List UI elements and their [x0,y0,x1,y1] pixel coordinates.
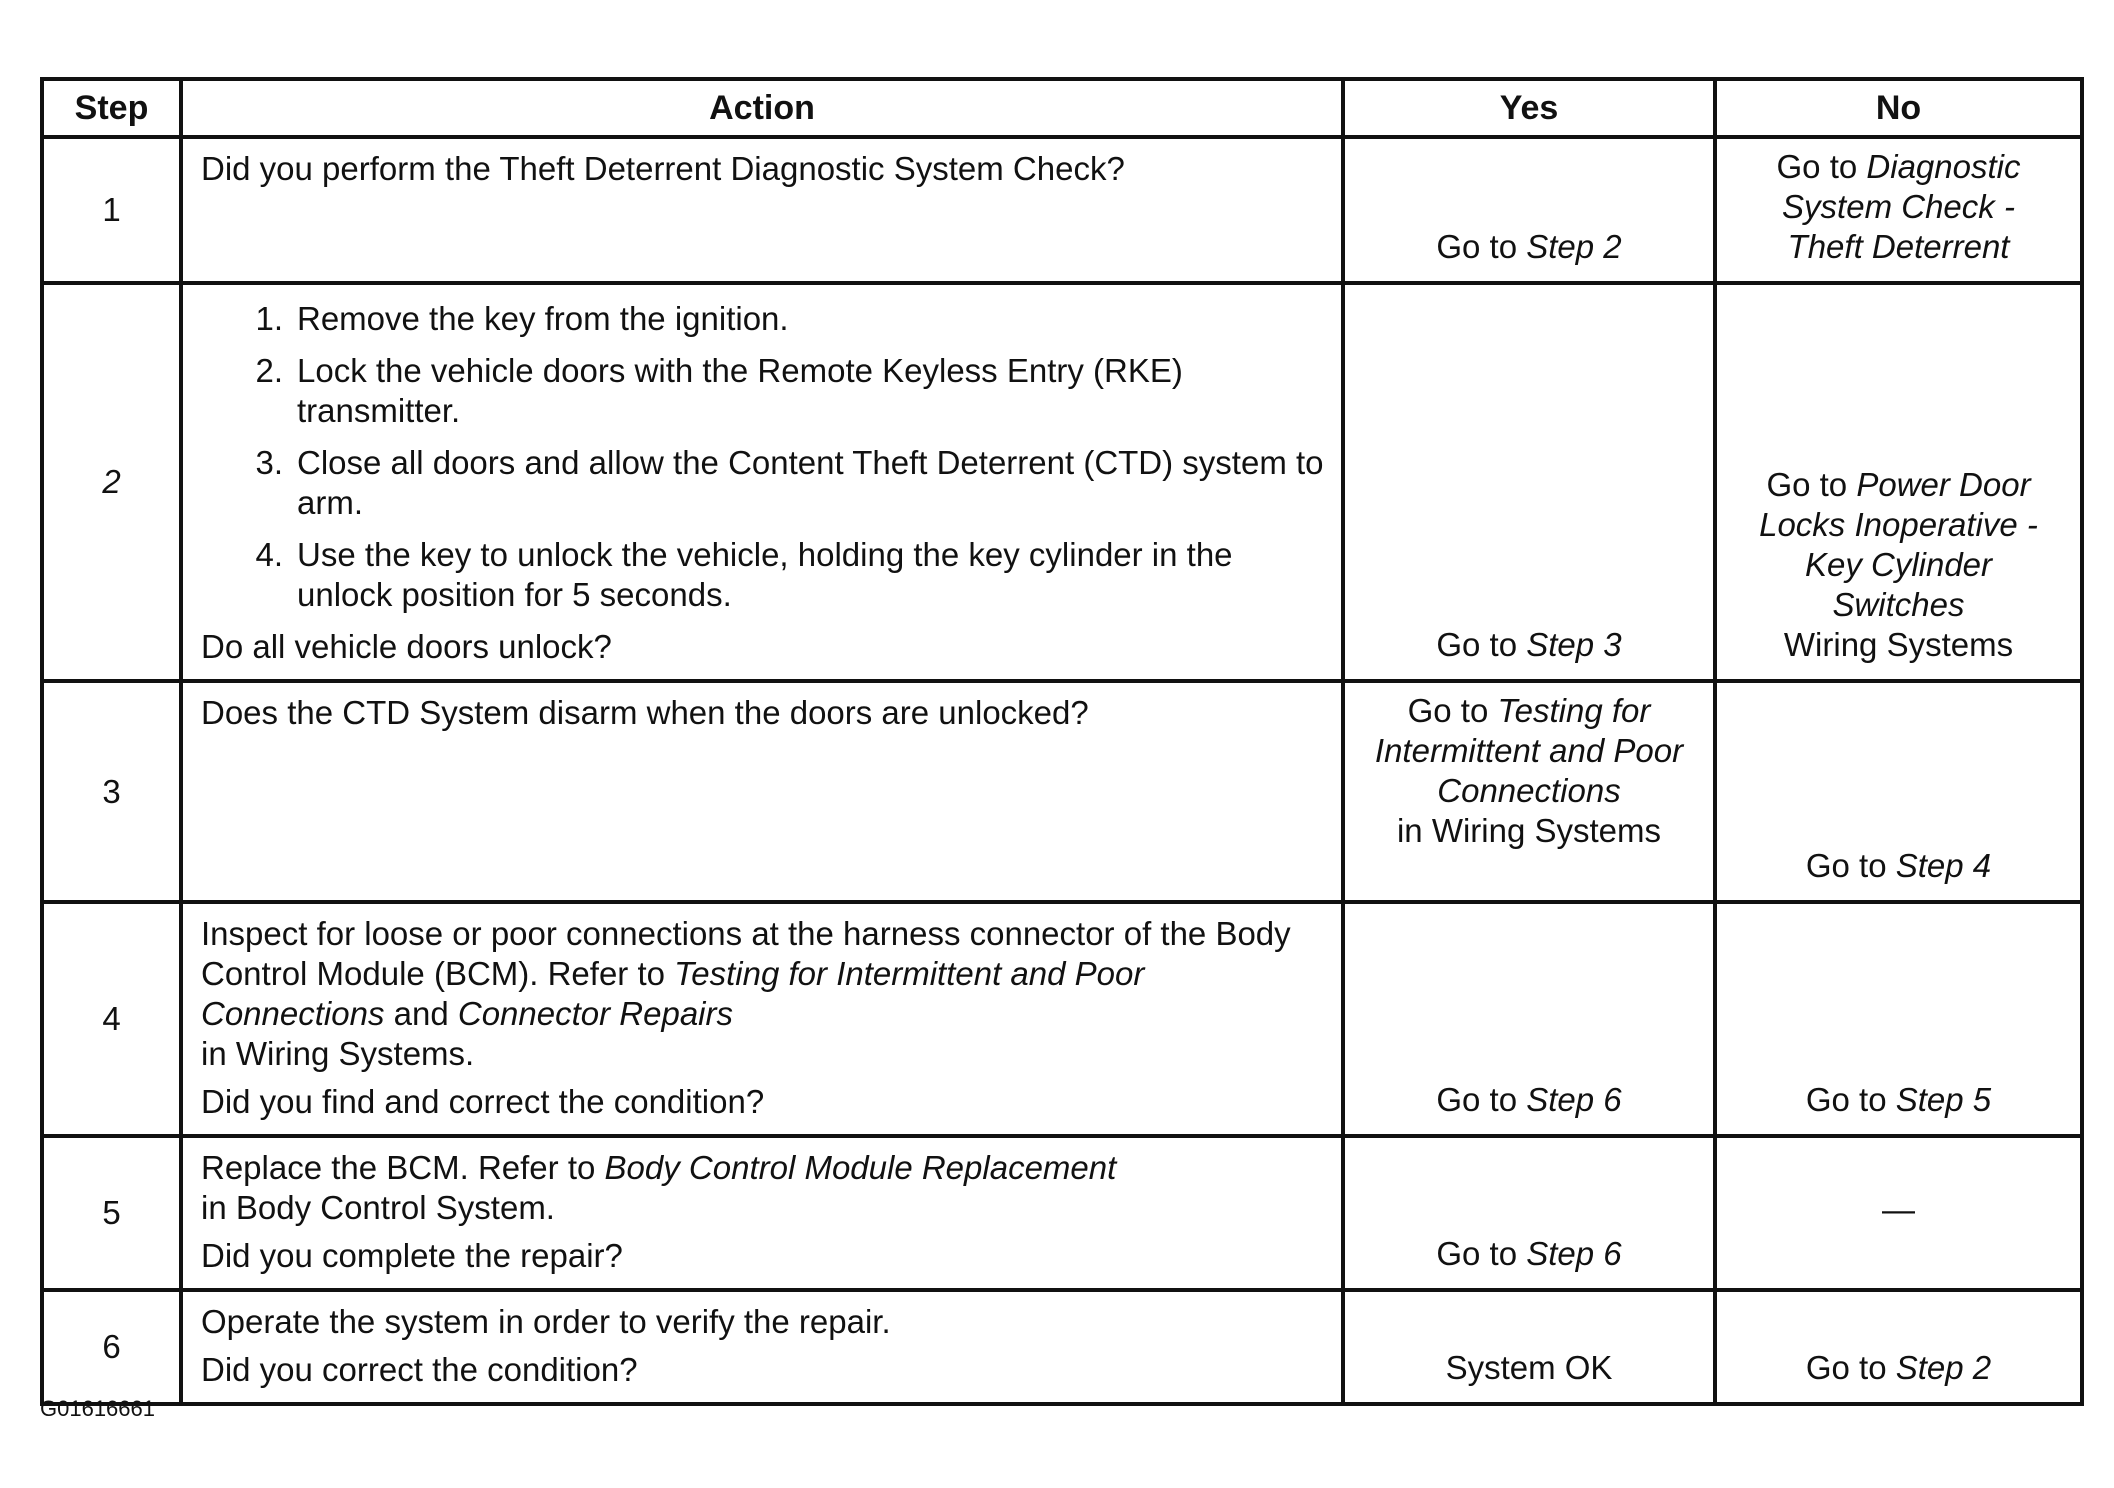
action-cell [181,283,1343,681]
list-item [201,535,1325,615]
yes-prefix: Go to [1436,1235,1527,1272]
yes-reference-location: in Wiring Systems [1396,812,1662,849]
no-cell [1715,681,2082,902]
substep-number: 3. [255,444,283,481]
no-prefix: Go to [1805,847,1896,884]
no-step-link[interactable]: Step 4 [1895,847,1992,884]
header-yes: Yes [1343,79,1715,137]
action-question: Did you find and correct the condition? [201,1083,765,1120]
no-reference-link[interactable]: Diagnostic System Check - Theft Deterrent [1782,148,2021,265]
action-question: Did you perform the Theft Deterrent Diagnostic System Check? [201,150,1125,187]
no-prefix: Go to [1766,466,1857,503]
substep-text: Use the key to unlock the vehicle, holding the key cylinder in the unlock position for 5 seconds. [297,536,1233,613]
no-reference-location: Wiring Systems [1783,626,2014,663]
instruction-text: Inspect for loose or poor connections at the harness connector of the Body Control Module (BCM). Refer to [201,915,1291,992]
no-cell [1715,1290,2082,1404]
action-question: Do all vehicle doors unlock? [201,628,612,665]
yes-cell [1343,283,1715,681]
substep-number: 2. [255,352,283,389]
list-item [201,351,1325,431]
no-reference-link[interactable]: Power Door Locks Inoperative - Key Cylinder Switches [1759,466,2038,623]
no-prefix: Go to [1776,148,1867,185]
instruction-location: in Body Control System. [201,1189,555,1226]
list-item [201,299,1325,339]
yes-prefix: Go to [1436,1081,1527,1118]
action-cell [181,1290,1343,1404]
yes-step-link[interactable]: Step 6 [1526,1081,1622,1118]
action-cell [181,1136,1343,1290]
yes-cell [1343,137,1715,283]
step-number: 1 [42,137,181,283]
substep-text: Lock the vehicle doors with the Remote Keyless Entry (RKE) transmitter. [297,352,1183,429]
action-question: Did you correct the condition? [201,1351,638,1388]
table-row [42,902,2082,1136]
figure-id: G01616661 [40,1396,155,1421]
no-cell [1715,137,2082,283]
connector-repairs-link[interactable]: Connector Repairs [457,995,733,1032]
yes-cell [1343,1136,1715,1290]
yes-step-link[interactable]: Step 3 [1526,626,1622,663]
no-dash: — [1882,1191,1915,1228]
table-row [42,283,2082,681]
table-row [42,681,2082,902]
yes-prefix: Go to [1436,228,1527,265]
no-cell [1715,1136,2082,1290]
table-row [42,1136,2082,1290]
step-number: 5 [42,1136,181,1290]
yes-reference-link[interactable]: Testing for Intermittent and Poor Connections [1374,692,1684,809]
instruction-text: Replace the BCM. Refer to [201,1149,605,1186]
action-question: Did you complete the repair? [201,1237,623,1274]
no-cell [1715,902,2082,1136]
instruction-location: in Wiring Systems. [201,1035,475,1072]
yes-result: System OK [1445,1349,1613,1386]
no-cell [1715,283,2082,681]
no-step-link[interactable]: Step 2 [1895,1349,1992,1386]
action-question: Does the CTD System disarm when the doors are unlocked? [201,694,1089,731]
action-instruction [201,914,1325,1074]
instruction-joiner: and [384,995,458,1032]
list-item [201,443,1325,523]
table-header-row [42,79,2082,137]
no-prefix: Go to [1805,1081,1896,1118]
substep-number: 4. [255,536,283,573]
no-prefix: Go to [1805,1349,1896,1386]
yes-prefix: Go to [1407,692,1498,729]
action-instruction [201,1148,1325,1228]
header-step: Step [42,79,181,137]
step-number: 2 [42,283,181,681]
yes-step-link[interactable]: Step 6 [1526,1235,1622,1272]
step-number: 6 [42,1290,181,1404]
yes-cell [1343,902,1715,1136]
header-no: No [1715,79,2082,137]
action-instruction: Operate the system in order to verify the repair. [201,1303,891,1340]
testing-reference-link[interactable]: Testing for Intermittent and Poor Connections [201,955,1145,1032]
header-action: Action [181,79,1343,137]
substep-text: Close all doors and allow the Content Theft Deterrent (CTD) system to arm. [297,444,1324,521]
action-cell [181,681,1343,902]
bcm-replacement-link[interactable]: Body Control Module Replacement [604,1149,1117,1186]
action-cell [181,137,1343,283]
substep-text: Remove the key from the ignition. [297,300,789,337]
no-step-link[interactable]: Step 5 [1895,1081,1992,1118]
substep-list [201,299,1325,615]
substep-number: 1. [255,300,283,337]
yes-prefix: Go to [1436,626,1527,663]
yes-step-link[interactable]: Step 2 [1526,228,1622,265]
step-number: 4 [42,902,181,1136]
table-row [42,1290,2082,1404]
step-number: 3 [42,681,181,902]
diagnostic-table [40,77,2084,1406]
table-row [42,137,2082,283]
yes-cell [1343,1290,1715,1404]
action-cell [181,902,1343,1136]
yes-cell [1343,681,1715,902]
